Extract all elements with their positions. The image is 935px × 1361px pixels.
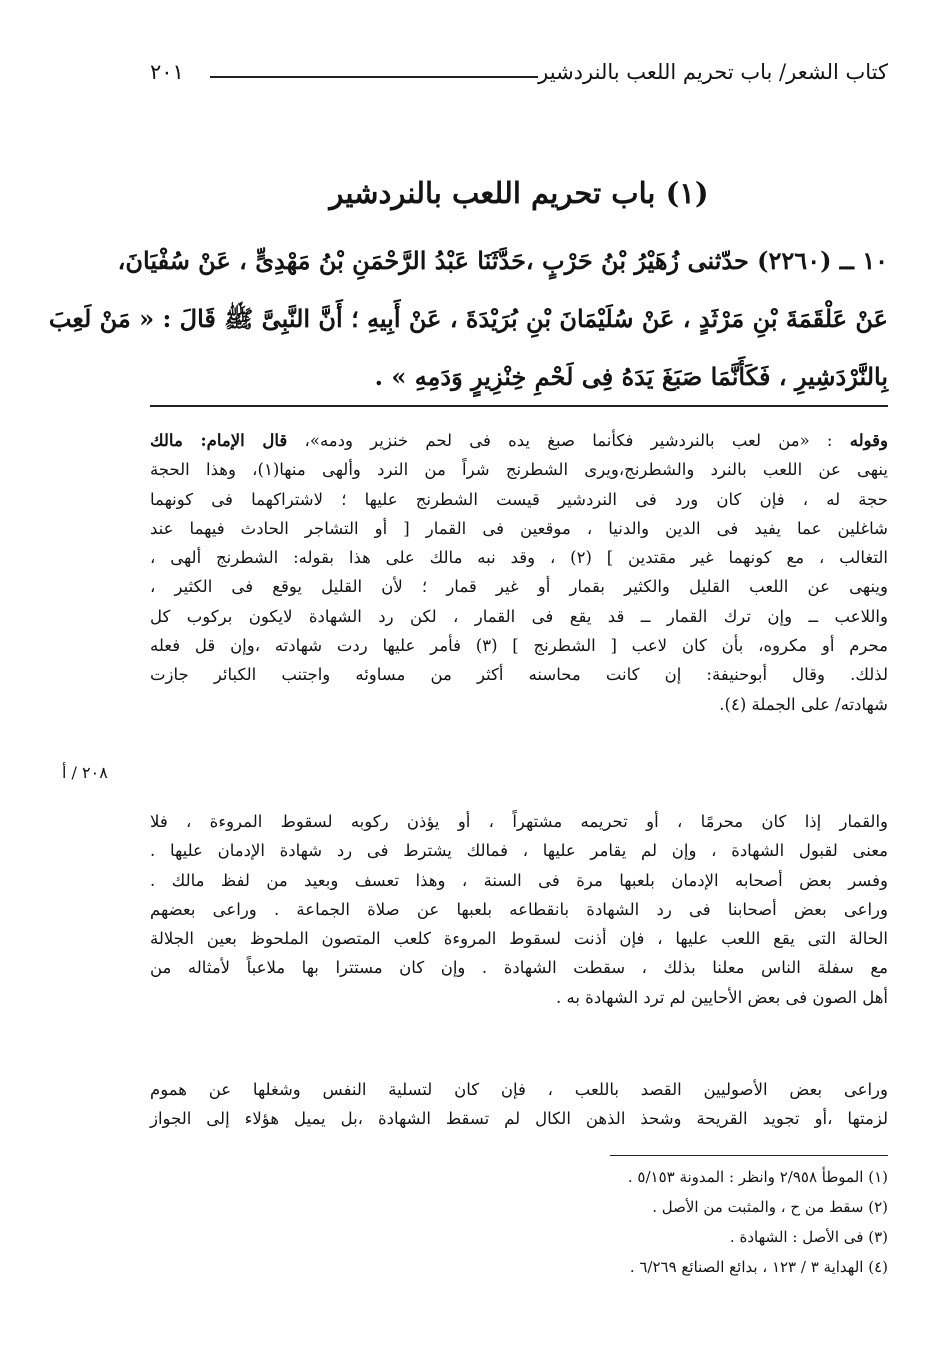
commentary-line: لزمتها ،أو تجويد القريحة وشحذ الذهن الكال لم تسقط الشهادة ،بل يميل هؤلاء إلى الجواز: [150, 1109, 888, 1129]
running-header: [150, 60, 888, 94]
commentary-line: وراعى بعض الأصوليين القصد باللعب ، فإن كان لتسلية النفس وشغلها عن هموم: [150, 1080, 888, 1099]
commentary-line: والقمار إذا كان محرمًا ، أو تحريمه مشتهراً ، أو يؤذن ركوبه لسقوط المروءة ، فلا: [150, 812, 888, 831]
commentary-speaker: قال الإمام: [206, 431, 288, 450]
commentary-paragraph-3: [150, 1075, 888, 1134]
commentary-line: حجة له ، فإن كان ورد فى النردشير قيست الشطرنج عليها ؛ لاشتراكهما فى كونهما: [150, 489, 888, 509]
commentary-line: لذلك. وقال أبوحنيفة: إن كانت محاسنه أكثر من مساوئه واجتنب الكبائر جازت: [150, 665, 888, 685]
commentary-line: [150, 426, 888, 455]
footnote-divider: [610, 1155, 888, 1156]
section-divider: [150, 405, 888, 407]
commentary-line: التغالب ، مع كونهما غير مقتدين ] (٢) ، وقد نبه مالك على هذا بقوله: الشطرنج ألهى ،: [150, 548, 888, 568]
commentary-speaker-tail: : مالك: [150, 431, 207, 450]
hadith-line: ١٠ ــ (٢٢٦٠) حدّثنى زُهَيْرُ بْنُ حَرْبٍ ،حَدَّثَنَا عَبْدُ الرَّحْمَنِ بْنُ مَهْدِىٍّ ، عَنْ سُفْيَانَ،: [117, 246, 888, 275]
chapter-title: (١) باب تحريم اللعب بالنردشير: [329, 176, 709, 210]
commentary-line: شاغلين عما يفيد فى الدين والدنيا ، موقعين فى القمار [ أو التشاجر الحادث فيهما عند: [150, 518, 888, 538]
commentary-line: ينهى عن اللعب بالنرد والشطرنج،ويرى الشطرنج شراً من النرد وألهى منها(١)، وهذا الحجة: [150, 460, 888, 480]
commentary-line: أهل الصون فى بعض الأحايين لم ترد الشهادة به .: [556, 987, 888, 1007]
commentary-line: محرم أو مكروه، بأن كان لاعب [ الشطرنج ] (٣) فأمر عليها ردت شهادته ،وإن قل فعله: [150, 636, 888, 656]
hadith-text: [48, 232, 888, 406]
footnote: (٤) الهداية ٣ / ١٢٣ ، بدائع الصنائع ٦/٢٦٩ .: [629, 1258, 888, 1276]
commentary-paragraph-1: [150, 426, 888, 719]
hadith-line: عَنْ عَلْقَمَةَ بْنِ مَرْثَدٍ ، عَنْ سُلَيْمَانَ بْنِ بُرَيْدَةَ ، عَنْ أَبِيهِ ؛ أَنَّ النَّبِىَّ ﷺ قَالَ : « مَنْ لَعِبَ: [48, 304, 888, 333]
manuscript-folio-marker: ٢٠٨ / أ: [62, 763, 108, 782]
footnotes: [150, 1162, 888, 1282]
footnote: (٣) فى الأصل : الشهادة .: [729, 1228, 888, 1246]
commentary-lemma: وقوله: [849, 431, 888, 450]
commentary-line: وينهى عن اللعب القليل والكثير بقمار أو غير قمار ؛ لأن القليل يوقع فى الكثير ،: [150, 577, 888, 597]
commentary-line: واللاعب ــ وإن ترك القمار ــ قد يقع فى القمار ، لكن رد الشهادة لايكون بركوب كل: [150, 606, 888, 626]
commentary-line: وفسر بعض أصحابه الإدمان بلعبها مرة فى السنة ، وهذا تعسف وبعيد من لفظ مالك .: [150, 870, 888, 890]
commentary-line: الحالة التى يقع اللعب عليها ، فإن أذنت لسقوط المروءة كلعب المتصون الملحوظ بعين الجلالة: [150, 929, 888, 949]
commentary-line: وراعى بعض أصحابنا فى رد الشهادة بانقطاعه بلعبها عن صلاة الجماعة . وراعى بعضهم: [150, 899, 888, 919]
commentary-quote: : «من لعب بالنردشير فكأنما صبغ يده فى لحم خنزير ودمه»،: [287, 431, 850, 450]
running-header-title: كتاب الشعر/ باب تحريم اللعب بالنردشير: [538, 60, 888, 84]
footnote: (١) الموطأ ٢/٩٥٨ وانظر : المدونة ٥/١٥٣ .: [627, 1168, 888, 1186]
page-number: ٢٠١: [150, 60, 184, 84]
commentary-line: شهادته/ على الجملة (٤).: [719, 694, 888, 714]
commentary-paragraph-2: [150, 807, 888, 1012]
header-rule: [210, 76, 538, 78]
commentary-line: معنى لقبول الشهادة ، وإن لم يقامر عليها ، فمالك يشترط فى رد شهادة الإدمان عليها .: [150, 841, 888, 861]
footnote: (٢) سقط من ح ، والمثبت من الأصل .: [652, 1198, 888, 1216]
hadith-line: بِالنَّرْدَشِيرِ ، فَكَأَنَّمَا صَبَغَ يَدَهُ فِى لَحْمِ خِنْزِيرٍ وَدَمِهِ » .: [374, 362, 888, 391]
commentary-line: مع سفلة الناس معلنا بذلك ، سقطت الشهادة . وإن كان مستترا بها ملاعباً لأمثاله من: [150, 958, 888, 978]
